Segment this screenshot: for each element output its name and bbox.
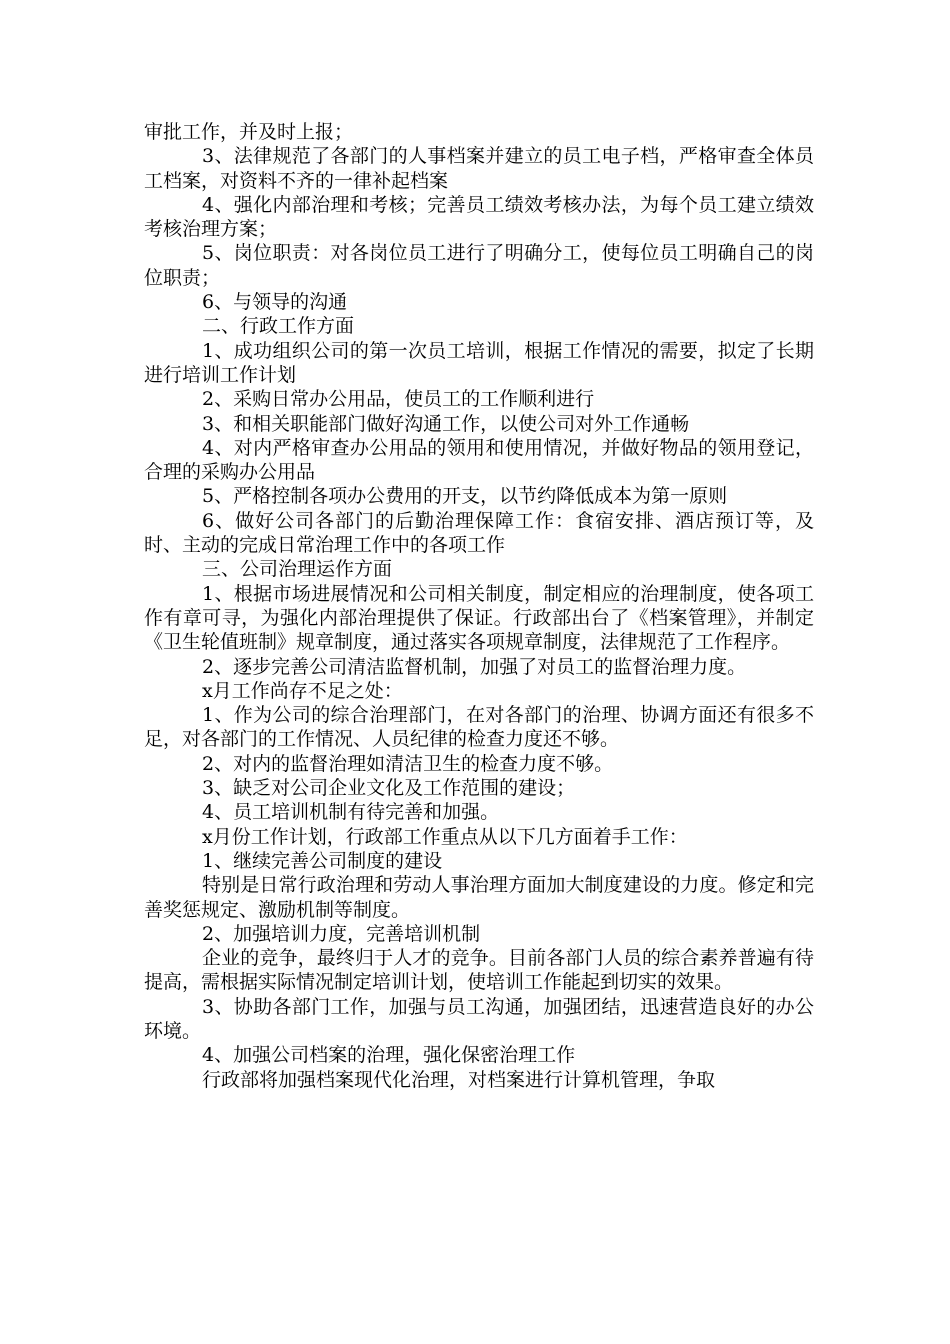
paragraph: 3、缺乏对公司企业文化及工作范围的建设； <box>202 777 576 800</box>
paragraph: 二、行政工作方面 <box>202 315 355 338</box>
paragraph: 1、成功组织公司的第一次员工培训，根据工作情况的需要，拟定了长期进行培训工作计划 <box>144 339 814 386</box>
paragraph: 2、逐步完善公司清洁监督机制，加强了对员工的监督治理力度。 <box>202 655 747 678</box>
paragraph: 1、根据市场进展情况和公司相关制度，制定相应的治理制度，使各项工作有章可寻，为强化内部治理提供了保证。行政部出台了《档案管理》，并制定《卫生轮值班制》规章制度，通过落实各项规章制度，法律规范了工作程序。 <box>144 582 814 654</box>
paragraph: 3、协助各部门工作，加强与员工沟通，加强团结，迅速营造良好的办公环境。 <box>144 995 814 1042</box>
paragraph: 4、加强公司档案的治理，强化保密治理工作 <box>202 1044 576 1067</box>
paragraph: 6、与领导的沟通 <box>202 291 348 314</box>
paragraph: x月工作尚存不足之处： <box>202 679 403 702</box>
paragraph: 审批工作，并及时上报； <box>144 121 354 143</box>
paragraph: 5、严格控制各项办公费用的开支，以节约降低成本为第一原则 <box>202 485 728 508</box>
paragraph: 1、继续完善公司制度的建设 <box>202 849 443 872</box>
paragraph: 1、作为公司的综合治理部门，在对各部门的治理、协调方面还有很多不足，对各部门的工作情况、人员纪律的检查力度还不够。 <box>144 704 814 751</box>
paragraph: 3、法律规范了各部门的人事档案并建立的员工电子档，严格审查全体员工档案，对资料不齐的一律补起档案 <box>144 145 814 192</box>
paragraph: 2、对内的监督治理如清洁卫生的检查力度不够。 <box>202 752 614 775</box>
paragraph: 三、公司治理运作方面 <box>202 558 393 581</box>
paragraph: 6、做好公司各部门的后勤治理保障工作：食宿安排、酒店预订等，及时、主动的完成日常治理工作中的各项工作 <box>144 509 814 557</box>
paragraph: 4、对内严格审查办公用品的领用和使用情况，并做好物品的领用登记，合理的采购办公用品 <box>144 436 814 484</box>
document-body <box>144 120 814 1092</box>
paragraph: 2、采购日常办公用品，使员工的工作顺利进行 <box>202 388 595 411</box>
paragraph: 行政部将加强档案现代化治理，对档案进行计算机管理，争取 <box>202 1068 716 1091</box>
paragraph: 4、强化内部治理和考核；完善员工绩效考核办法，为每个员工建立绩效考核治理方案； <box>144 193 814 241</box>
paragraph: 5、岗位职责：对各岗位员工进行了明确分工，使每位员工明确自己的岗位职责； <box>144 242 814 289</box>
paragraph: 4、员工培训机制有待完善和加强。 <box>202 801 500 824</box>
paragraph: 特别是日常行政治理和劳动人事治理方面加大制度建设的力度。修定和完善奖惩规定、激励机制等制度。 <box>144 874 814 921</box>
paragraph: 企业的竞争，最终归于人才的竞争。目前各部门人员的综合素养普遍有待提高，需根据实际情况制定培训计划，使培训工作能起到切实的效果。 <box>144 947 814 994</box>
paragraph: 2、加强培训力度，完善培训机制 <box>202 922 481 945</box>
paragraph: x月份工作计划，行政部工作重点从以下几方面着手工作： <box>202 825 688 848</box>
paragraph: 3、和相关职能部门做好沟通工作，以使公司对外工作通畅 <box>202 412 690 435</box>
